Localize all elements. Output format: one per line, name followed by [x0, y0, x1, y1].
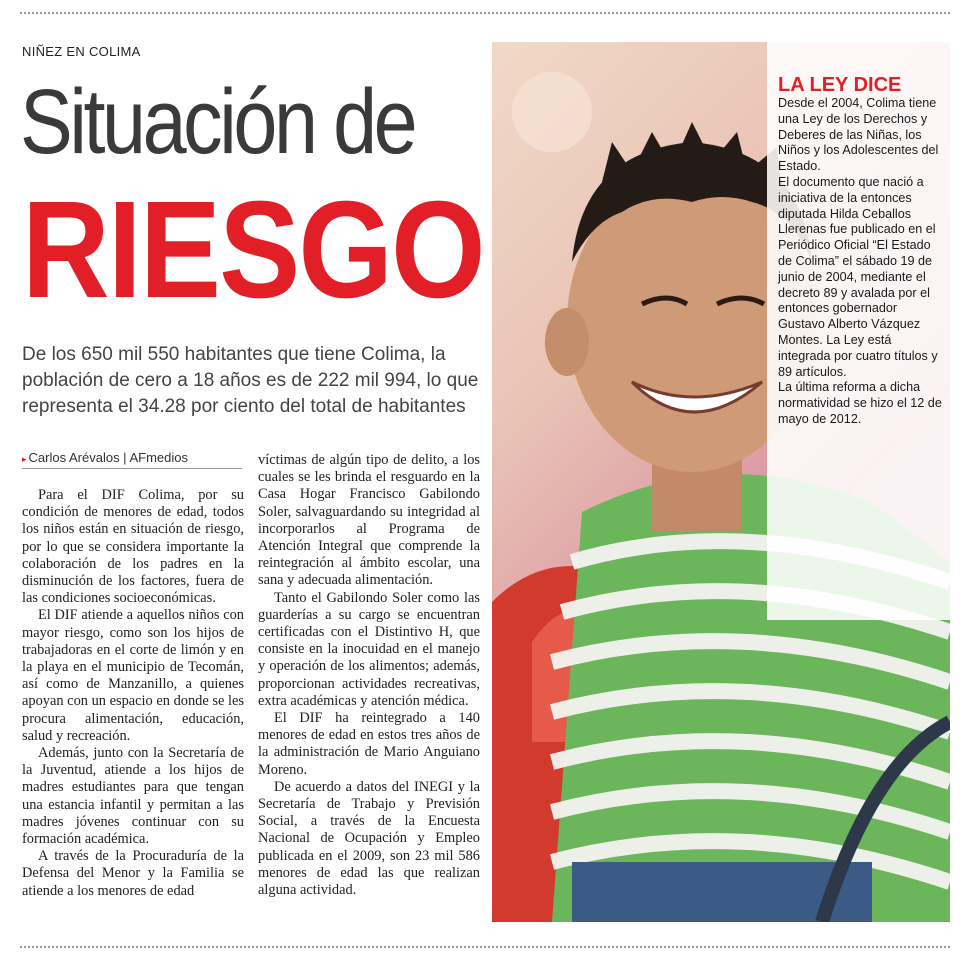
article-column-2	[258, 452, 480, 899]
sidebar-paragraph: La última reforma a dicha normatividad se hizo el 12 de mayo de 2012.	[778, 380, 942, 426]
paragraph: Tanto el Gabilondo Soler como las guarderías a su cargo se encuentran certificadas con el Distintivo H, que consiste en la inocuidad en el manejo y operación de los alimentos; además, proporcionan actividades recreativas, extra académicas y atención médica.	[258, 589, 480, 709]
paragraph: Para el DIF Colima, por su condición de menores de edad, todos los niños están en situación de riesgo, por lo que se considera importante la colaboración de los padres en la disminución de los factores, fuera de las condiciones socioeconómicas.	[22, 487, 244, 607]
subheadline: De los 650 mil 550 habitantes que tiene Colima, la población de cero a 18 años es de 222 mil 994, lo que representa el 34.28 por ciento del total de habitantes	[22, 344, 479, 417]
sidebar-title: LA LEY DICE	[778, 74, 902, 96]
headline-line-2: RIESGO	[22, 173, 484, 327]
paragraph: De acuerdo a datos del INEGI y la Secretaría de Trabajo y Previsión Social, a través de la Encuesta Nacional de Ocupación y Empleo publicada en el 2009, son 23 mil 586 menores de edad las que realizan alguna actividad.	[258, 778, 480, 899]
paragraph: El DIF ha reintegrado a 140 menores de edad en estos tres años de la administración de Mario Anguiano Moreno.	[258, 710, 480, 778]
byline-marker-icon: ▸	[22, 454, 27, 464]
paragraph: El DIF atiende a aquellos niños con mayor riesgo, como son los hijos de trabajadoras en el corte de limón y en la playa en el municipio de Tecomán, así como de Manzanillo, a quienes apoyan con un espacio en donde se les procura alimentación, educación, salud y recreación.	[22, 607, 244, 744]
top-divider	[20, 12, 950, 14]
sidebar-paragraph: El documento que nació a iniciativa de la entonces diputada Hilda Ceballos Llerenas fue publicado en el Periódico Oficial “El Estado de Colima” el sábado 19 de junio de 2004, mediante el decreto 89 y avalada por el entonces gobernador Gustavo Alberto Vázquez Montes. La Ley está integrada por cuatro títulos y 89 artículos.	[778, 174, 938, 379]
byline-text: Carlos Arévalos | AFmedios	[28, 450, 188, 465]
article-column-1	[22, 487, 244, 900]
paragraph-continued: víctimas de algún tipo de delito, a los cuales se les brinda el resguardo en la Casa Hogar Francisco Gabilondo Soler, salvaguardando su integridad al incorporarlos al Programa de Atención Integral que comprende la reintegración al ámbito escolar, una sana y adecuada alimentación.	[258, 452, 480, 589]
sidebar-paragraph: Desde el 2004, Colima tiene una Ley de los Derechos y Deberes de las Niñas, los Niños y los Adolescentes del Estado.	[778, 96, 939, 174]
bottom-divider	[20, 946, 950, 948]
headline-line-1: Situación de	[20, 71, 415, 173]
paragraph: Además, junto con la Secretaría de la Juventud, atiende a los hijos de madres estudiantes para que tengan una estancia infantil y permitan a las madres jóvenes continuar con su formación académica.	[22, 745, 244, 848]
paragraph: A través de la Procuraduría de la Defensa del Menor y la Familia se atiende a los menores de edad	[22, 848, 244, 899]
sidebar-text	[778, 96, 946, 428]
section-label: NIÑEZ EN COLIMA	[22, 44, 141, 59]
byline	[22, 450, 242, 469]
